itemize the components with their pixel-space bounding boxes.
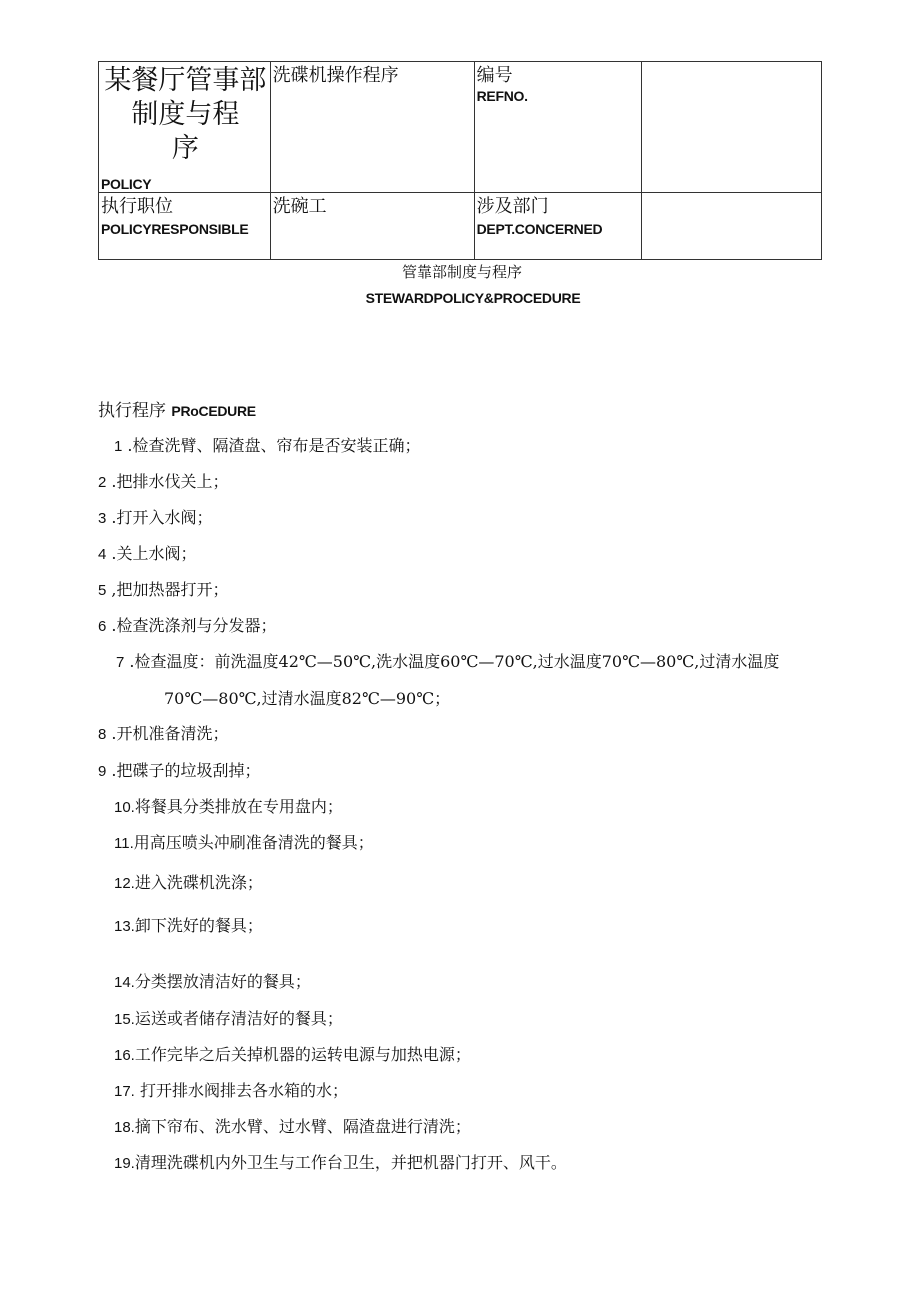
org-title <box>101 64 270 166</box>
list-item: 6 .检查洗涤剂与分发器； <box>98 616 277 635</box>
subtitle-zh: 管靠部制度与程序 <box>401 263 522 281</box>
org-title-line: 序 <box>171 133 199 164</box>
list-item: 9 .把碟子的垃圾刮掉； <box>98 761 261 780</box>
procedure-name: 洗碟机操作程序 <box>272 65 399 86</box>
procedure-title <box>98 396 256 421</box>
position-label-cell <box>99 193 271 260</box>
dept-label-zh: 涉及部门 <box>476 196 549 217</box>
position-label-zh: 执行职位 <box>101 196 173 217</box>
dept-value-cell <box>642 193 822 260</box>
ref-label-cell <box>474 62 642 193</box>
ref-label-en: REFNO. <box>476 88 528 104</box>
list-item: 4 .关上水阀； <box>98 544 197 563</box>
list-item: 10.将餐具分类排放在专用盘内； <box>114 797 343 816</box>
list-item: 12.进入洗碟机洗涤； <box>114 873 263 892</box>
list-item: 3 .打开入水阀； <box>98 508 213 527</box>
position-label-en: POLICYRESPONSIBLE <box>101 221 249 237</box>
policy-label: POLICY <box>101 176 152 192</box>
position-value: 洗碗工 <box>272 196 327 217</box>
org-title-cell <box>99 62 271 193</box>
dept-label-cell <box>474 193 642 260</box>
list-item: 19.清理洗碟机内外卫生与工作台卫生，并把机器门打开、风干。 <box>114 1153 567 1172</box>
list-item: 17. 打开排水阀排去各水箱的水； <box>114 1081 348 1100</box>
list-item: 2 .把排水伐关上； <box>98 472 229 491</box>
list-item: 16.工作完毕之后关掉机器的运转电源与加热电源； <box>114 1045 471 1064</box>
org-title-line: 某餐厅管事部 <box>104 65 267 96</box>
procedure-title-en: PRoCEDURE <box>171 403 256 419</box>
list-item: 5 ,把加热器打开； <box>98 580 229 599</box>
ref-label-zh: 编号 <box>476 65 513 86</box>
list-item: 18.摘下帘布、洗水臂、过水臂、隔渣盘进行清洗； <box>114 1117 471 1136</box>
list-item: 15.运送或者储存清洁好的餐具； <box>114 1009 343 1028</box>
procedure-title-zh: 执行程序 <box>98 401 166 421</box>
position-value-cell <box>270 193 474 260</box>
ref-value-cell <box>642 62 822 193</box>
list-item: 7 .检查温度：前洗温度42℃—50℃,洗水温度60℃—70℃,过水温度70℃—80℃,过清水温度 <box>116 652 780 671</box>
list-item: 13.卸下洗好的餐具； <box>114 916 263 935</box>
list-item: 11.用高压喷头冲刷准备清洗的餐具； <box>114 833 374 852</box>
procedure-name-cell <box>270 62 474 193</box>
header-table <box>98 61 822 260</box>
dept-label-en: DEPT.CONCERNED <box>476 221 603 237</box>
list-item-continuation: 70℃—80℃,过清水温度82℃—90℃； <box>164 689 451 708</box>
org-title-line: 制度与程 <box>131 99 240 130</box>
list-item: 8 .开机准备清洗； <box>98 724 229 743</box>
list-item: 14.分类摆放清洁好的餐具； <box>114 972 311 991</box>
subtitle-en: STEWARDPOLICY&PROCEDURE <box>365 290 581 306</box>
list-item: 1 .检查洗臂、隔渣盘、帘布是否安装正确； <box>114 436 421 455</box>
